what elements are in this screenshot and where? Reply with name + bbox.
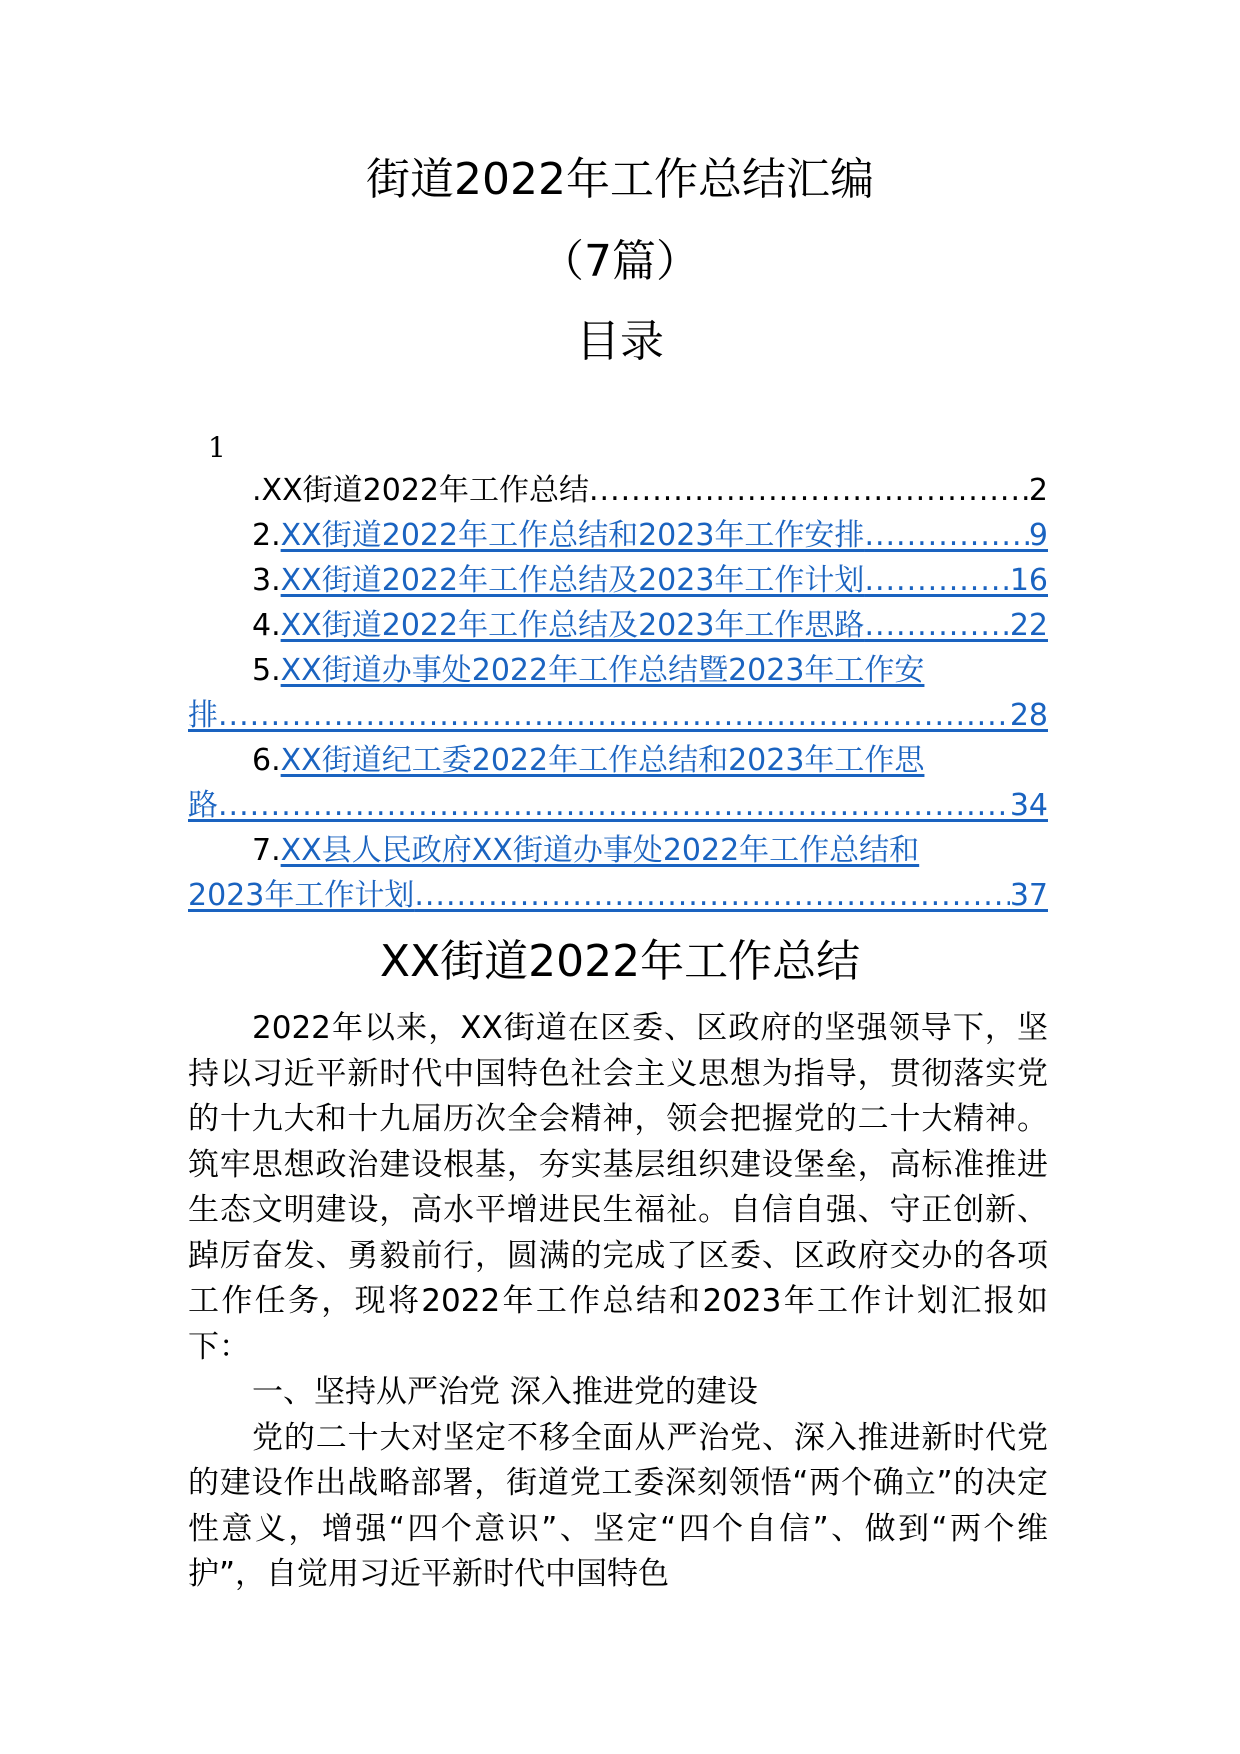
toc-item-2	[188, 513, 1048, 558]
main-title: 街道2022年工作总结汇编	[366, 154, 874, 205]
toc-item-prefix: 7.	[252, 833, 281, 868]
toc-link-7-continued[interactable]	[188, 873, 1048, 918]
paragraph: 2022年以来，XX街道在区委、区政府的坚强领导下，坚持以习近平新时代中国特色社会主义思想为指导，贯彻落实党的十九大和十九届历次全会精神，领会把握党的二十大精神。筑牢思想政治建设根基，夯实基层组织建设堡垒，高标准推进生态文明建设，高水平增进民生福祉。自信自强、守正创新、踔厉奋发、勇毅前行，圆满的完成了区委、区政府交办的各项工作任务，现将2022年工作总结和2023年工作计划汇报如下：	[188, 1010, 1048, 1365]
toc-leader-dots	[218, 693, 1010, 738]
toc-item-title: .XX街道2022年工作总结	[252, 473, 589, 508]
toc-leader-dots	[864, 603, 1009, 648]
toc-leader-dots	[864, 513, 1028, 558]
toc-item-4	[188, 603, 1048, 648]
toc-item-page: 22	[1009, 608, 1048, 643]
toc-item-page: 16	[1009, 563, 1048, 598]
toc-leader-dots	[864, 558, 1009, 603]
toc-leader-dots	[414, 873, 1009, 918]
toc-leader-dots	[218, 783, 1010, 828]
table-of-contents	[188, 468, 1048, 918]
toc-item-page: 9	[1028, 518, 1048, 553]
toc-item-7	[188, 828, 1048, 873]
toc-item-3	[188, 558, 1048, 603]
toc-item-6	[188, 738, 1048, 783]
toc-link-3[interactable]	[281, 558, 1048, 603]
toc-link-5-continued[interactable]	[188, 693, 1048, 738]
toc-heading: 目录	[576, 316, 664, 367]
toc-item-page: 28	[1009, 698, 1048, 733]
toc-item-prefix: 5.	[252, 653, 281, 688]
toc-link-5[interactable]	[281, 648, 1048, 693]
toc-item-1	[188, 468, 1048, 513]
toc-item-title: XX街道2022年工作总结及2023年工作计划	[280, 563, 865, 598]
toc-item-page: 37	[1009, 878, 1048, 913]
toc-link-6[interactable]	[281, 738, 1048, 783]
toc-item-number: 1	[208, 431, 226, 464]
article-body	[188, 1006, 1048, 1598]
subtitle: （7篇）	[540, 236, 700, 287]
toc-link-2[interactable]	[281, 513, 1048, 558]
toc-item-title-cont: 路	[188, 788, 218, 823]
toc-item-prefix: 4.	[252, 608, 281, 643]
article-title: XX街道2022年工作总结	[379, 936, 861, 987]
toc-link-4[interactable]	[281, 603, 1048, 648]
toc-item-prefix: 3.	[252, 563, 281, 598]
toc-item-6-continued	[188, 783, 1048, 828]
toc-item-page: 2	[1028, 473, 1048, 508]
toc-item-title: XX街道2022年工作总结及2023年工作思路	[280, 608, 865, 643]
section-heading: 一、坚持从严治党 深入推进党的建设	[252, 1374, 758, 1410]
toc-item-page: 34	[1009, 788, 1048, 823]
toc-link-7[interactable]	[281, 828, 1048, 873]
toc-item-title-cont: 2023年工作计划	[188, 878, 415, 913]
toc-item-title: XX街道纪工委2022年工作总结和2023年工作思	[280, 743, 925, 778]
toc-item-title: XX县人民政府XX街道办事处2022年工作总结和	[280, 833, 920, 868]
toc-leader-dots	[589, 468, 1029, 513]
toc-item-7-continued	[188, 873, 1048, 918]
toc-item-prefix: 2.	[252, 518, 281, 553]
toc-link-6-continued[interactable]	[188, 783, 1048, 828]
paragraph: 党的二十大对坚定不移全面从严治党、深入推进新时代党的建设作出战略部署，街道党工委深刻领悟“两个确立”的决定性意义，增强“四个意识”、坚定“四个自信”、做到“两个维护”，自觉用习近平新时代中国特色	[188, 1419, 1048, 1592]
toc-item-prefix: 6.	[252, 743, 281, 778]
toc-item-5	[188, 648, 1048, 693]
toc-item-title-cont: 排	[188, 698, 218, 733]
toc-item-title: XX街道办事处2022年工作总结暨2023年工作安	[280, 653, 925, 688]
toc-item-5-continued	[188, 693, 1048, 738]
toc-item-title: XX街道2022年工作总结和2023年工作安排	[280, 518, 865, 553]
